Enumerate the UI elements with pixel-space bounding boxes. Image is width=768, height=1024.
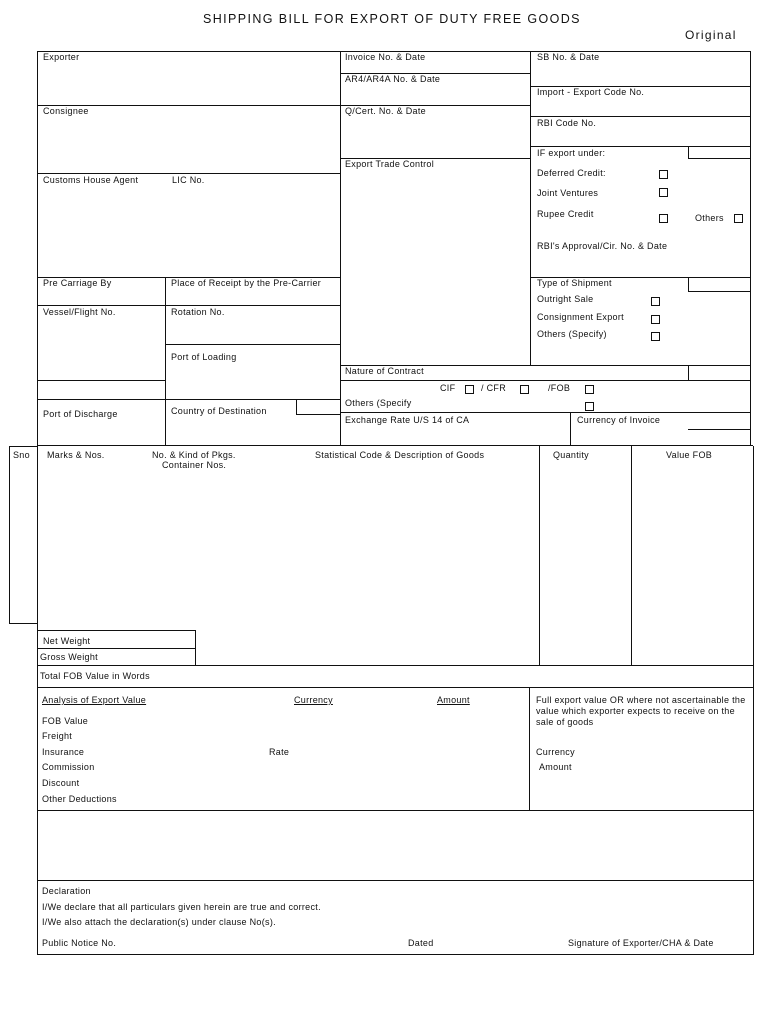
if-export-under-label: IF export under: [537, 148, 606, 158]
cfr-label: / CFR [481, 383, 506, 393]
consignment-export-label: Consignment Export [537, 312, 624, 322]
place-of-receipt-label: Place of Receipt by the Pre-Carrier [171, 278, 322, 288]
declaration-heading: Declaration [42, 886, 91, 896]
qcert-no-date-label: Q/Cert. No. & Date [345, 106, 426, 116]
public-notice-label: Public Notice No. [42, 938, 117, 948]
rupee-credit-label: Rupee Credit [537, 209, 594, 219]
country-of-destination-label: Country of Destination [171, 406, 267, 416]
deferred-credit-checkbox[interactable] [659, 170, 668, 179]
sb-no-date-label: SB No. & Date [537, 52, 600, 62]
rate-label: Rate [269, 747, 290, 757]
exporter-label: Exporter [43, 52, 80, 62]
declaration-line-1: I/We declare that all particulars given herein are true and correct. [42, 902, 321, 912]
copy-label: Original [685, 28, 737, 42]
cfr-checkbox[interactable] [520, 385, 529, 394]
others-checkbox[interactable] [734, 214, 743, 223]
declaration-line-2: I/We also attach the declaration(s) under clause No(s). [42, 917, 276, 927]
invoice-no-date-label: Invoice No. & Date [345, 52, 426, 62]
analysis-currency-label: Currency [536, 747, 575, 757]
form-title: SHIPPING BILL FOR EXPORT OF DUTY FREE GOODS [203, 12, 581, 26]
other-deductions-label: Other Deductions [42, 794, 117, 804]
analysis-amount-label: Amount [539, 762, 572, 772]
consignee-label: Consignee [43, 106, 89, 116]
marks-nos-header: Marks & Nos. [47, 450, 105, 460]
container-nos-header: Container Nos. [162, 460, 227, 470]
insurance-label: Insurance [42, 747, 85, 757]
gross-weight-label: Gross Weight [40, 652, 98, 662]
cif-label: CIF [440, 383, 456, 393]
port-of-discharge-label: Port of Discharge [43, 409, 118, 419]
rbi-code-label: RBI Code No. [537, 118, 597, 128]
fob-label: /FOB [548, 383, 571, 393]
dated-label: Dated [408, 938, 434, 948]
full-export-value-note: Full export value OR where not ascertainable the value which exporter expects to receive on the sale of goods [536, 695, 746, 727]
nature-of-contract-label: Nature of Contract [345, 366, 424, 376]
type-of-shipment-label: Type of Shipment [537, 278, 612, 288]
discount-label: Discount [42, 778, 80, 788]
others-shipment-checkbox[interactable] [651, 332, 660, 341]
joint-ventures-label: Joint Ventures [537, 188, 599, 198]
port-of-loading-label: Port of Loading [171, 352, 237, 362]
net-weight-label: Net Weight [43, 636, 91, 646]
description-header: Statistical Code & Description of Goods [315, 450, 485, 460]
export-trade-control-label: Export Trade Control [345, 159, 435, 169]
joint-ventures-checkbox[interactable] [659, 188, 668, 197]
deferred-credit-label: Deferred Credit: [537, 168, 606, 178]
pre-carriage-label: Pre Carriage By [43, 278, 112, 288]
signature-label: Signature of Exporter/CHA & Date [568, 938, 714, 948]
total-fob-words-label: Total FOB Value in Words [40, 671, 150, 681]
fob-value-label: FOB Value [42, 716, 89, 726]
analysis-amount-header: Amount [437, 695, 470, 705]
ar4-no-date-label: AR4/AR4A No. & Date [345, 74, 441, 84]
rotation-no-label: Rotation No. [171, 307, 225, 317]
cif-checkbox[interactable] [465, 385, 474, 394]
others-label: Others [695, 213, 724, 223]
commission-label: Commission [42, 762, 95, 772]
rupee-credit-checkbox[interactable] [659, 214, 668, 223]
quantity-header: Quantity [553, 450, 589, 460]
others-contract-checkbox[interactable] [585, 402, 594, 411]
freight-label: Freight [42, 731, 73, 741]
lic-no-label: LIC No. [172, 175, 205, 185]
analysis-currency-header: Currency [294, 695, 333, 705]
currency-of-invoice-label: Currency of Invoice [577, 415, 661, 425]
outright-sale-label: Outright Sale [537, 294, 594, 304]
import-export-code-label: Import - Export Code No. [537, 87, 645, 97]
value-fob-header: Value FOB [666, 450, 713, 460]
fob-checkbox[interactable] [585, 385, 594, 394]
pkgs-header: No. & Kind of Pkgs. [152, 450, 236, 460]
analysis-heading: Analysis of Export Value [42, 695, 147, 705]
sno-header: Sno [13, 450, 30, 460]
vessel-flight-label: Vessel/Flight No. [43, 307, 116, 317]
consignment-export-checkbox[interactable] [651, 315, 660, 324]
exchange-rate-label: Exchange Rate U/S 14 of CA [345, 415, 470, 425]
customs-house-agent-label: Customs House Agent [43, 175, 139, 185]
rbi-approval-label: RBI's Approval/Cir. No. & Date [537, 241, 668, 251]
others-shipment-label: Others (Specify) [537, 329, 607, 339]
others-specify-contract-label: Others (Specify [345, 398, 412, 408]
outright-sale-checkbox[interactable] [651, 297, 660, 306]
